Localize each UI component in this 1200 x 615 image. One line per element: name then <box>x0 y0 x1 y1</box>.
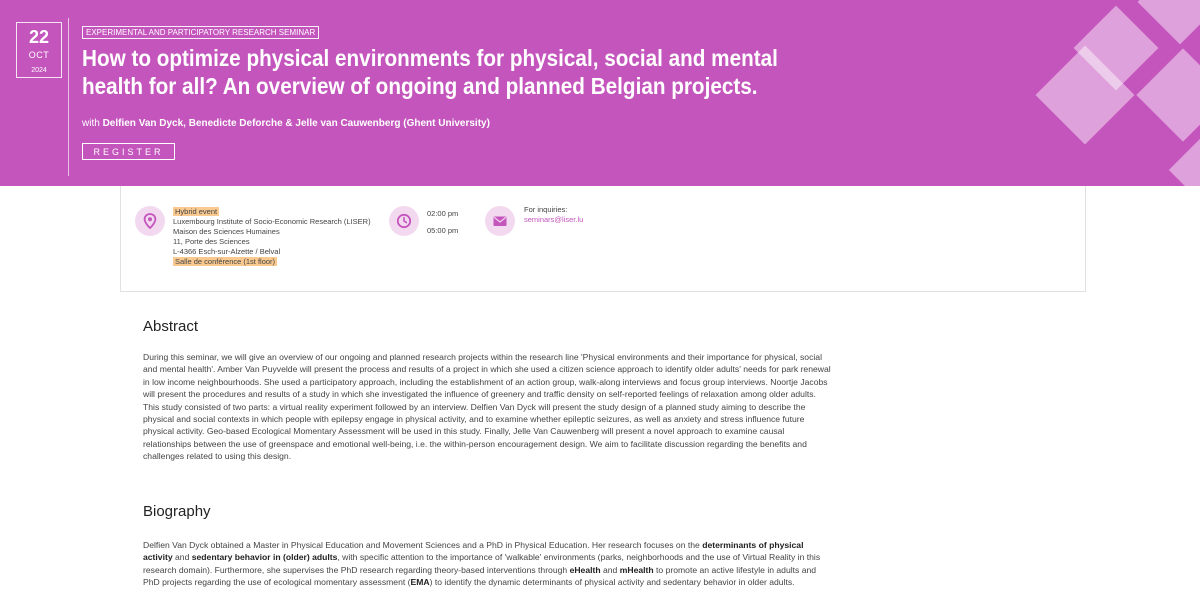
abstract-text: During this seminar, we will give an overview of our ongoing and planned research projects within the research line 'Physical environments and their importance for physical, social and mental health'. Amber Van Puyvelde will present the process and results of a project in which she used a citizen science approach to identify older adults' needs for park renewal in low income neighbourhoods. She used a participatory approach, including the establishment of an action group, walk-along interviews and focus group interviews. Noortje Jacobs will present the procedures and results of a study in which she investigated the influence of greenery and traffic density on self-reported feelings of relaxation among older adults. This study consisted of two parts: a virtual reality experiment followed by an interview. Delfien Van Dyck will present the study design of a planned study aiming to describe the physical and social contexts in which people with epilepsy engage in physical activity, and to examine whether epileptic seizures, as well as anxiety and stress influence future physical activity. Geo-based Ecological Momentary Assessment will be used in this study. Finally, Jelle Van Cauwenberg will present a novel approach to examine causal relationships between the use of greenspace and emotional well-being, i.e. the within-person encouragement design. We aim to facilitate discussion regarding the benefits and challenges related to using this design. <box>143 352 831 462</box>
end-time: 05:00 pm <box>427 226 459 235</box>
bio-keyword: EMA <box>410 577 430 588</box>
envelope-icon <box>485 206 515 236</box>
room-tag: Salle de conférence (1st floor) <box>175 257 276 266</box>
address-line: Luxembourg Institute of Socio-Economic Research (LISER) <box>173 217 371 226</box>
clock-icon <box>389 206 419 236</box>
biography-heading: Biography <box>143 503 211 520</box>
register-button[interactable]: REGISTER <box>82 143 175 160</box>
bio-keyword: sedentary behavior in (older) adults <box>191 552 338 563</box>
event-date <box>16 22 62 78</box>
speakers-prefix: with <box>82 118 100 129</box>
date-day: 22 <box>28 27 50 47</box>
bio-keyword: eHealth <box>569 564 601 575</box>
bio-text: and <box>600 564 620 575</box>
event-type-tag: Hybrid event <box>175 207 218 216</box>
address-line: 11, Porte des Sciences <box>173 237 250 246</box>
decorative-diamond <box>1136 48 1200 141</box>
location-details <box>173 207 371 267</box>
date-year: 2024 <box>31 67 47 74</box>
event-info-card <box>120 186 1086 292</box>
contact-email-link[interactable]: seminars@liser.lu <box>524 215 584 224</box>
bio-keyword: determinants of physical activity <box>143 540 804 563</box>
bio-text: to promote an active lifestyle in adults and PhD projects regarding the use of ecological momentary assessment ( <box>143 564 817 588</box>
bio-keyword: mHealth <box>619 564 654 575</box>
event-speakers <box>82 118 490 129</box>
decorative-diamond <box>1169 139 1200 186</box>
time-details <box>427 205 458 239</box>
speakers-names: Delfien Van Dyck, Benedicte Deforche & Jelle van Cauwenberg (Ghent University) <box>102 118 490 129</box>
address-line: Maison des Sciences Humaines <box>173 227 280 236</box>
address-line: L-4366 Esch-sur-Alzette / Belval <box>173 247 281 256</box>
event-category-badge[interactable]: EXPERIMENTAL AND PARTICIPATORY RESEARCH SEMINAR <box>82 26 319 39</box>
date-month: OCT <box>28 50 50 60</box>
biography-text <box>143 539 833 589</box>
inquiries-label: For inquiries: <box>524 205 568 214</box>
bio-text: Delfien Van Dyck obtained a Master in Physical Education and Movement Sciences and a PhD in Physical Education. Her research focuses on the <box>143 540 703 550</box>
location-pin-icon <box>135 206 165 236</box>
start-time: 02:00 pm <box>427 209 459 218</box>
date-divider <box>68 18 69 176</box>
bio-text: , with specific attention to the importance of 'walkable' environments (parks, neighborhoods and the use of Virtual Reality in this research domain). Furthermore, she supervises the PhD research regarding theory-based interventions through <box>143 552 821 575</box>
event-title: How to optimize physical environments for physical, social and mental health for all? An overview of ongoing and planned Belgian projects. <box>82 45 778 99</box>
bio-text: and <box>172 552 192 563</box>
contact-details <box>524 205 583 225</box>
abstract-heading: Abstract <box>143 318 199 335</box>
bio-text: ) to identify the dynamic determinants of physical activity and sedentary behavior in older adults. <box>429 577 795 588</box>
event-header <box>0 0 1200 186</box>
